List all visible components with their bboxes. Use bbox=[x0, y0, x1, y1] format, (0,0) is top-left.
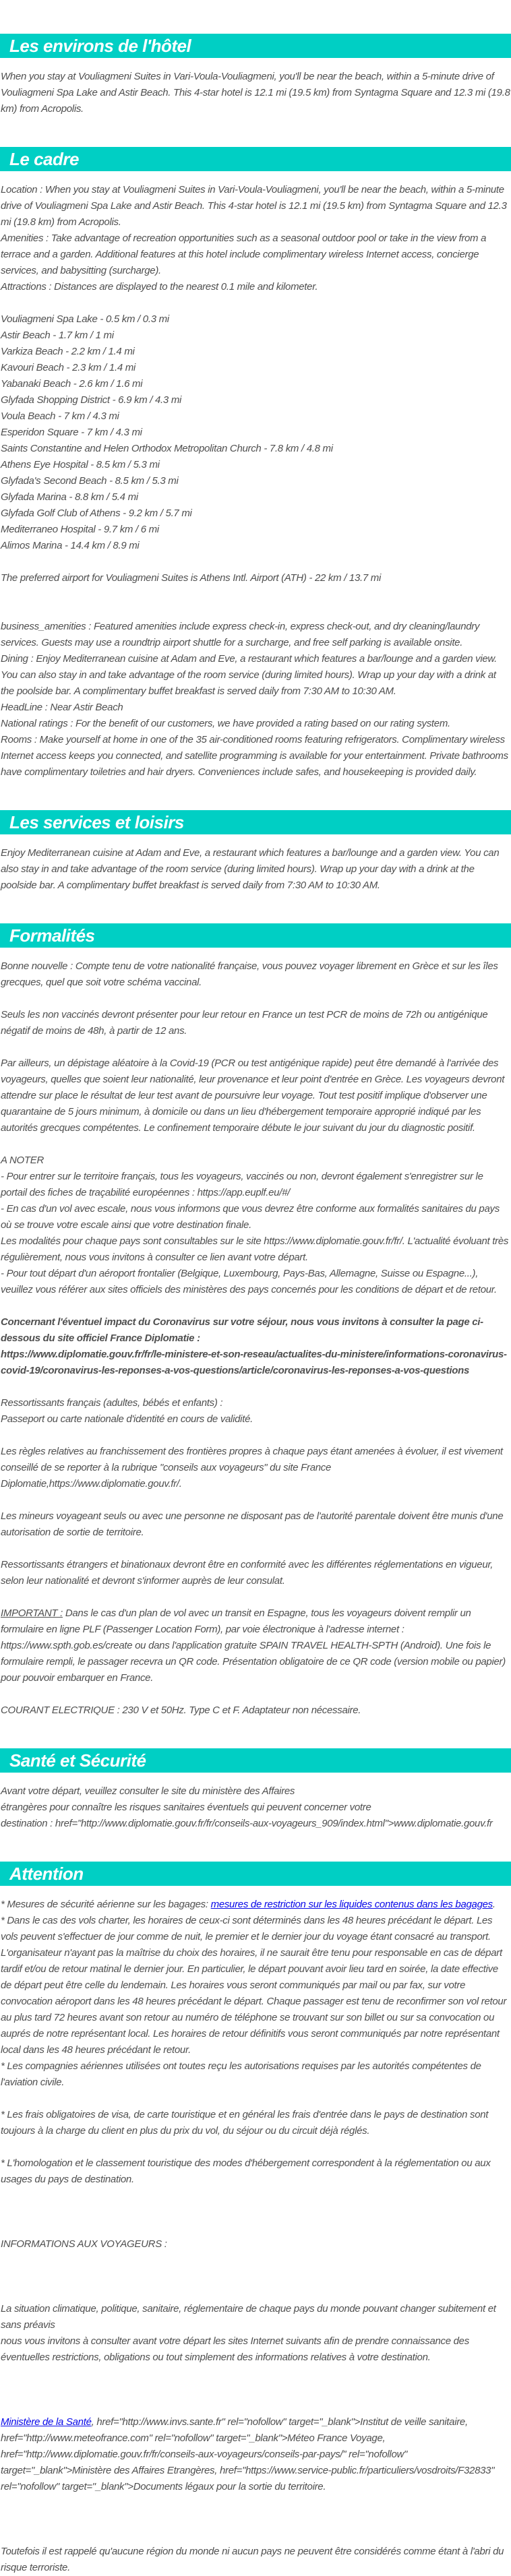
text-span: Glyfada's Second Beach - 8.5 km / 5.3 mi bbox=[1, 475, 179, 487]
text-span: nous vous invitons à consulter avant votre départ les sites Internet suivants afin de prendre connaissance des éventuelles restrictions, obligations ou tout simplement des informations relatives à votre destination. bbox=[1, 2335, 469, 2363]
paragraph bbox=[1, 1169, 510, 1201]
text-span: destination : href="http://www.diplomatie.gouv.fr/fr/conseils-aux-voyageurs_909/index.html">www.diplomatie.gouv.fr bbox=[1, 1818, 493, 1829]
paragraph bbox=[1, 1897, 510, 1913]
paragraph bbox=[1, 716, 510, 732]
blank-line bbox=[1, 1136, 510, 1153]
paragraph bbox=[1, 1508, 510, 1541]
paragraph bbox=[1, 651, 510, 700]
blank-line bbox=[1, 1039, 510, 1055]
text-span: * Dans le cas des vols charter, les horaires de ceux-ci sont déterminés dans les 48 heures précédant le départ. Les vols peuvent s'effectuer de jour comme de nuit, le premier et le dernier jour du voyage étant consacré au transport. L'organisateur n'ayant pas la maîtrise du choix des horaires, il ne saurait être tenu pour responsable en cas de départ tardif et/ou de retour matinal le dernier jour. En particulier, le départ pouvant avoir lieu tard en soirée, la date effective de départ peut être celle du lendemain. Les horaires vous seront communiqués par mail ou par fax, sur votre convocation aéroport dans les 48 heures précédant le départ. Chaque passager est tenu de reconfirmer son vol retour au plus tard 72 heures avant son retour au numéro de téléphone se trouvant sur son billet ou sur sa convocation ou auprés de notre représentant local. Les horaires de retour définitifs vous seront communiqués par notre représentant local dans les 48 heures précédant le retour. bbox=[1, 1915, 507, 2056]
paragraph bbox=[1, 2414, 510, 2495]
section-content bbox=[0, 1897, 511, 2576]
blank-line bbox=[1, 2252, 510, 2269]
text-span: Par ailleurs, un dépistage aléatoire à la Covid-19 (PCR ou test antigénique rapide) peut être demandé à l'arrivée des voyageurs, quelles que soient leur nationalité, leur provenance et leur point d'entrée en Grèce. Les voyageurs devront attendre sur place le résultat de leur test avant de poursuivre leur voyage. Tout test positif implique d'observer une quarantaine de 5 jours minimum, à domicile ou dans un lieu d'hébergement temporaire approprié indiqué par les autorités grecques compétentes. Le confinement temporaire débute le jour suivant du jour du diagnostic positif. bbox=[1, 1057, 505, 1134]
paragraph bbox=[1, 2301, 510, 2333]
text-span: Saints Constantine and Helen Orthodox Metropolitan Church - 7.8 km / 4.8 mi bbox=[1, 443, 333, 454]
text-span: Les modalités pour chaque pays sont consultables sur le site https://www.diplomatie.gouv.fr/fr/. L'actualité évoluant très régulièrement, nous vous invitons à consulter ce lien avant votre départ. bbox=[1, 1235, 509, 1263]
paragraph bbox=[1, 1314, 510, 1347]
paragraph bbox=[1, 376, 510, 392]
paragraph bbox=[1, 69, 510, 117]
text-span: Passeport ou carte nationale d'identité en cours de validité. bbox=[1, 1413, 253, 1425]
text-span: https://www.diplomatie.gouv.fr/fr/le-ministere-et-son-reseau/actualites-du-ministere/informations-coronavirus-covid-19/coronavirus-les-reponses-a-vos-questions/article/coronavirus-les-reponses-a-vos-questions bbox=[1, 1349, 507, 1376]
blank-line bbox=[1, 2091, 510, 2107]
blank-line bbox=[1, 2220, 510, 2236]
section-content bbox=[0, 1783, 511, 1832]
text-span: Attractions : Distances are displayed to the nearest 0.1 mile and kilometer. bbox=[1, 281, 318, 293]
text-span: Athens Eye Hospital - 8.5 km / 5.3 mi bbox=[1, 459, 160, 470]
section-header-services-loisirs: Les services et loisirs bbox=[0, 810, 511, 834]
text-span: Dining : Enjoy Mediterranean cuisine at Adam and Eve, a restaurant which features a bar/lounge and a garden view. You can also stay in and take advantage of the room service (during limited hours). Wrap up your day with a drink at the poolside bar. A complimentary buffet breakfast is served daily from 7:30 AM to 10:30 AM. bbox=[1, 653, 498, 697]
blank-line bbox=[1, 2188, 510, 2204]
blank-line bbox=[1, 2269, 510, 2285]
blank-line bbox=[1, 295, 510, 311]
text-span: Rooms : Make yourself at home in one of the 35 air-conditioned rooms featuring refrigerators. Complimentary wireless Internet access keeps you connected, and satellite programming is available for your entertainment. Private bathrooms have complimentary toiletries and hair dryers. Conveniences include safes, and housekeeping is provided daily. bbox=[1, 734, 508, 778]
text-span: The preferred airport for Vouliagmeni Suites is Athens Intl. Airport (ATH) - 22 km / 13.7 mi bbox=[1, 572, 382, 584]
section-warning bbox=[0, 1862, 511, 2576]
paragraph bbox=[1, 845, 510, 894]
section-services-leisure bbox=[0, 810, 511, 894]
text-span: Voula Beach - 7 km / 4.3 mi bbox=[1, 410, 119, 422]
text-span: , href="http://www.invs.sante.fr" rel="nofollow" target="_blank">Institut de veille sanitaire, href="http://www.meteofrance.com" rel="nofollow" target="_blank">Méteo France Voyage, href="http://www.diplomatie.gouv.fr/fr/conseils-aux-voyageurs/conseils-par-pays/" rel="nofollow" target="_blank">Ministère des Affaires Etrangères, href="https://www.service-public.fr/particuliers/vosdroits/F32833" rel="nofollow" target="_blank">Documents légaux pour la sortie du territoire. bbox=[1, 2416, 495, 2492]
paragraph bbox=[1, 489, 510, 505]
paragraph bbox=[1, 1816, 510, 1832]
text-span: Glyfada Golf Club of Athens - 9.2 km / 5.7 mi bbox=[1, 508, 192, 519]
text-span: Varkiza Beach - 2.2 km / 1.4 mi bbox=[1, 346, 135, 357]
blank-line bbox=[1, 603, 510, 619]
paragraph bbox=[1, 1605, 510, 1686]
paragraph bbox=[1, 1395, 510, 1411]
text-span: Astir Beach - 1.7 km / 1 mi bbox=[1, 330, 114, 341]
text-span: - Pour entrer sur le territoire français, tous les voyageurs, vaccinés ou non, devront également s'enregistrer sur le portail des fiches de traçabilité européennes : https://app.euplf.eu/#/ bbox=[1, 1171, 483, 1198]
section-hotel-surroundings bbox=[0, 34, 511, 117]
paragraph bbox=[1, 457, 510, 473]
paragraph bbox=[1, 1055, 510, 1136]
text-span: HeadLine : Near Astir Beach bbox=[1, 702, 123, 713]
text-link[interactable]: mesures de restriction sur les liquides contenus dans les bagages bbox=[210, 1899, 493, 1910]
text-span: IMPORTANT : bbox=[1, 1607, 63, 1619]
section-content bbox=[0, 845, 511, 894]
text-span: . bbox=[492, 1899, 495, 1910]
paragraph bbox=[1, 570, 510, 586]
section-formalities bbox=[0, 923, 511, 1719]
blank-line bbox=[1, 2139, 510, 2155]
paragraph bbox=[1, 1783, 510, 1800]
paragraph bbox=[1, 958, 510, 991]
text-span: * Les compagnies aériennes utilisées ont toutes reçu les autorisations requises par les autorités compétentes de l'aviation civile. bbox=[1, 2060, 481, 2088]
text-span: Les mineurs voyageant seuls ou avec une personne ne disposant pas de l'autorité parentale doivent être munis d'une autorisation de sortie de territoire. bbox=[1, 1510, 504, 1538]
text-span: Ressortissants français (adultes, bébés et enfants) : bbox=[1, 1397, 223, 1409]
text-span: Concernant l'éventuel impact du Coronavirus sur votre séjour, nous vous invitons à consulter la page ci-dessous du site officiel France Diplomatie : bbox=[1, 1316, 483, 1344]
text-span: Glyfada Shopping District - 6.9 km / 4.3 mi bbox=[1, 394, 182, 406]
blank-line bbox=[1, 1379, 510, 1395]
text-span: - En cas d'un vol avec escale, nous vous informons que vous devrez être conforme aux formalités sanitaires du pays où se trouve votre escale ainsi que votre destination finale. bbox=[1, 1203, 500, 1231]
section-content bbox=[0, 182, 511, 780]
paragraph bbox=[1, 1913, 510, 2058]
blank-line bbox=[1, 2285, 510, 2301]
section-header-attention: Attention bbox=[0, 1862, 511, 1886]
paragraph bbox=[1, 1007, 510, 1039]
paragraph bbox=[1, 408, 510, 425]
paragraph bbox=[1, 182, 510, 231]
paragraph bbox=[1, 700, 510, 716]
paragraph bbox=[1, 344, 510, 360]
blank-line bbox=[1, 2495, 510, 2511]
section-health-safety bbox=[0, 1748, 511, 1832]
paragraph bbox=[1, 1347, 510, 1379]
section-content bbox=[0, 69, 511, 117]
text-span: INFORMATIONS AUX VOYAGEURS : bbox=[1, 2238, 167, 2250]
section-content bbox=[0, 958, 511, 1719]
paragraph bbox=[1, 473, 510, 489]
paragraph bbox=[1, 328, 510, 344]
text-span: * L'homologation et le classement touristique des modes d'hébergement correspondent à la réglementation ou aux usages du pays de destination. bbox=[1, 2157, 491, 2185]
blank-line bbox=[1, 554, 510, 570]
text-span: Avant votre départ, veuillez consulter le site du ministère des Affaires bbox=[1, 1785, 295, 1797]
paragraph bbox=[1, 1444, 510, 1492]
text-span: Kavouri Beach - 2.3 km / 1.4 mi bbox=[1, 362, 136, 373]
paragraph bbox=[1, 1557, 510, 1589]
paragraph bbox=[1, 1703, 510, 1719]
text-span: When you stay at Vouliagmeni Suites in Vari-Voula-Vouliagmeni, you'll be near the beach, within a 5-minute drive of Vouliagmeni Spa Lake and Astir Beach. This 4-star hotel is 12.1 mi (19.5 km) from Syntagma Square and 12.3 mi (19.8 km) from Acropolis. bbox=[1, 71, 510, 115]
paragraph bbox=[1, 505, 510, 522]
blank-line bbox=[1, 2511, 510, 2527]
blank-line bbox=[1, 1589, 510, 1605]
text-link[interactable]: Ministère de la Santé bbox=[1, 2416, 92, 2428]
text-span: Seuls les non vaccinés devront présenter pour leur retour en France un test PCR de moins de 72h ou antigénique négatif de moins de 48h, à partir de 12 ans. bbox=[1, 1009, 488, 1037]
section-header-sante-securite: Santé et Sécurité bbox=[0, 1748, 511, 1773]
hotel-info-page bbox=[0, 34, 511, 2576]
text-span: Esperidon Square - 7 km / 4.3 mi bbox=[1, 427, 142, 438]
paragraph bbox=[1, 1153, 510, 1169]
blank-line bbox=[1, 2527, 510, 2544]
text-span: La situation climatique, politique, sanitaire, réglementaire de chaque pays du monde pouvant changer subitement et sans préavis bbox=[1, 2303, 496, 2331]
text-span: Toutefois il est rappelé qu'aucune région du monde ni aucun pays ne peuvent être considérés comme étant à l'abri du risque terroriste. bbox=[1, 2546, 504, 2573]
paragraph bbox=[1, 392, 510, 408]
paragraph bbox=[1, 619, 510, 651]
text-span: Alimos Marina - 14.4 km / 8.9 mi bbox=[1, 540, 140, 551]
text-span: Mediterraneo Hospital - 9.7 km / 6 mi bbox=[1, 524, 159, 535]
text-span: Bonne nouvelle : Compte tenu de votre nationalité française, vous pouvez voyager librement en Grèce et sur les îles grecques, quel que soit votre schéma vaccinal. bbox=[1, 960, 498, 988]
paragraph bbox=[1, 441, 510, 457]
text-span: business_amenities : Featured amenities include express check-in, express check-out, and dry cleaning/laundry services. Guests may use a roundtrip airport shuttle for a surcharge, and free self parking is available onsite. bbox=[1, 621, 480, 648]
paragraph bbox=[1, 279, 510, 295]
section-header-formalites: Formalités bbox=[0, 923, 511, 948]
text-span: Ressortissants étrangers et binationaux devront être en conformité avec les différentes réglementations en vigueur, selon leur nationalité et devront s'informer auprès de leur consulat. bbox=[1, 1559, 493, 1587]
text-span: * Les frais obligatoires de visa, de carte touristique et en général les frais d'entrée dans le pays de destination sont toujours à la charge du client en plus du prix du vol, du séjour ou du circuit déjà réglés. bbox=[1, 2109, 489, 2137]
paragraph bbox=[1, 425, 510, 441]
paragraph bbox=[1, 231, 510, 279]
paragraph bbox=[1, 2333, 510, 2366]
text-span: COURANT ELECTRIQUE : 230 V et 50Hz. Type C et F. Adaptateur non nécessaire. bbox=[1, 1705, 361, 1716]
blank-line bbox=[1, 1686, 510, 1703]
section-setting bbox=[0, 147, 511, 780]
paragraph bbox=[1, 360, 510, 376]
blank-line bbox=[1, 2398, 510, 2414]
text-span: Enjoy Mediterranean cuisine at Adam and Eve, a restaurant which features a bar/lounge and a garden view. You can also stay in and take advantage of the room service (during limited hours). Wrap up your day with a drink at the poolside bar. A complimentary buffet breakfast is served daily from 7:30 AM to 10:30 AM. bbox=[1, 847, 500, 891]
blank-line bbox=[1, 2366, 510, 2382]
text-span: Les règles relatives au franchissement des frontières propres à chaque pays étant amenées à évoluer, il est vivement conseillé de se reporter à la rubrique "conseils aux voyageurs" du site France Diplomatie,https://www.diplomatie.gouv.fr/. bbox=[1, 1446, 503, 1490]
paragraph bbox=[1, 2058, 510, 2091]
text-span: Glyfada Marina - 8.8 km / 5.4 mi bbox=[1, 491, 138, 503]
paragraph bbox=[1, 1266, 510, 1298]
blank-line bbox=[1, 1541, 510, 1557]
blank-line bbox=[1, 586, 510, 603]
blank-line bbox=[1, 1492, 510, 1508]
paragraph bbox=[1, 1800, 510, 1816]
blank-line bbox=[1, 1298, 510, 1314]
paragraph bbox=[1, 732, 510, 780]
text-span: Yabanaki Beach - 2.6 km / 1.6 mi bbox=[1, 378, 143, 390]
blank-line bbox=[1, 2382, 510, 2398]
paragraph bbox=[1, 1233, 510, 1266]
paragraph bbox=[1, 538, 510, 554]
text-span: A NOTER bbox=[1, 1155, 44, 1166]
paragraph bbox=[1, 2236, 510, 2252]
blank-line bbox=[1, 991, 510, 1007]
text-span: étrangères pour connaître les risques sanitaires éventuels qui peuvent concerner votre bbox=[1, 1802, 371, 1813]
text-span: - Pour tout départ d'un aéroport frontalier (Belgique, Luxembourg, Pays-Bas, Allemagne, Suisse ou Espagne...), veuillez vous référer aux sites officiels des ministères des pays concernés pour les conditions de départ et de retour. bbox=[1, 1268, 497, 1295]
paragraph bbox=[1, 2544, 510, 2576]
text-span: Amenities : Take advantage of recreation opportunities such as a seasonal outdoor pool or take in the view from a terrace and a garden. Additional features at this hotel include complimentary wireless Internet access, concierge services, and babysitting (surcharge). bbox=[1, 233, 487, 276]
text-span: National ratings : For the benefit of our customers, we have provided a rating based on our rating system. bbox=[1, 718, 450, 729]
paragraph bbox=[1, 2107, 510, 2139]
section-header-le-cadre: Le cadre bbox=[0, 147, 511, 171]
section-header-les-environs: Les environs de l'hôtel bbox=[0, 34, 511, 58]
paragraph bbox=[1, 2155, 510, 2188]
paragraph bbox=[1, 1201, 510, 1233]
paragraph bbox=[1, 522, 510, 538]
paragraph bbox=[1, 1411, 510, 1428]
text-span: Vouliagmeni Spa Lake - 0.5 km / 0.3 mi bbox=[1, 313, 169, 325]
blank-line bbox=[1, 1428, 510, 1444]
text-span: * Mesures de sécurité aérienne sur les bagages: bbox=[1, 1899, 211, 1910]
paragraph bbox=[1, 311, 510, 328]
text-span: Dans le cas d'un plan de vol avec un transit en Espagne, tous les voyageurs doivent remplir un formulaire en ligne PLF (Passenger Location Form), par voie électronique à l'adresse internet : https://www.spth.gob.es/create ou dans l'application gratuite SPAIN TRAVEL HEALTH-SPTH (Android). Une fois le formulaire rempli, le passager recevra un QR code. Présentation obligatoire de ce QR code (version mobile ou papier) pour pouvoir embarquer en France. bbox=[1, 1607, 506, 1684]
blank-line bbox=[1, 2204, 510, 2220]
text-span: Location : When you stay at Vouliagmeni Suites in Vari-Voula-Vouliagmeni, you'll be near the beach, within a 5-minute drive of Vouliagmeni Spa Lake and Astir Beach. This 4-star hotel is 12.1 mi (19.5 km) from Syntagma Square and 12.3 mi (19.8 km) from Acropolis. bbox=[1, 184, 507, 228]
